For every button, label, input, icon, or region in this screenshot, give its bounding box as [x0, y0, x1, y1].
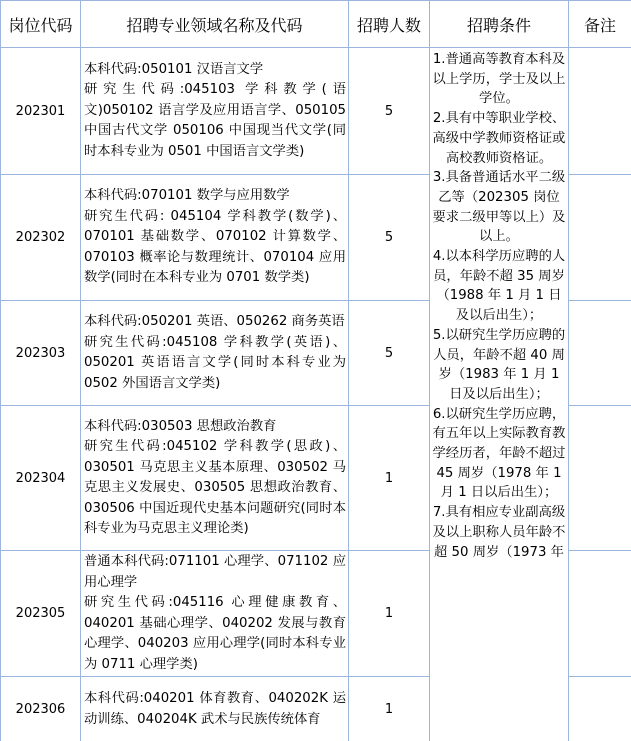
post-code-cell: 202303: [1, 301, 81, 406]
remarks-cell: [569, 677, 631, 741]
field-line: 本科代码:050201 英语、050262 商务英语: [84, 314, 345, 329]
headcount-cell: 1: [349, 551, 430, 677]
post-code-cell: 202302: [1, 175, 81, 301]
field-line: 研究生代码:045116 心理健康教育、040201 基础心理学、040202 发展与教育心理学、040203 应用心理学(同时本科专业为 0711 心理学类): [84, 595, 346, 672]
field-line: 研究生代码:045102 学科教学(思政)、030501 马克思主义基本原理、030502 马克思主义发展史、030505 思想政治教育、030506 中国近现代史基本问题研究(同时本科专业为马克思主义理论类): [84, 439, 346, 536]
conditions-list: [432, 50, 566, 730]
condition-item: 5.以研究生学历应聘的人员，年龄不超 40 周岁（1983 年 1 月 1 日及以后出生）；: [432, 327, 566, 402]
field-line: 本科代码:070101 数学与应用数学: [84, 188, 290, 204]
headcount-cell: 5: [349, 175, 430, 301]
condition-item: 3.具备普通话水平二级乙等（202305 岗位要求二级甲等以上）及以上。: [432, 170, 566, 245]
post-code-cell: 202304: [1, 406, 81, 551]
field-line: 研究生代码: 045104 学科教学(数学)、070101 基础数学、070102 计算数学、070103 概率论与数理统计、070104 应用数学(同时在本科专业为 0701 数学类): [84, 208, 346, 286]
field-cell: [81, 175, 349, 301]
header-field-name: 招聘专业领域名称及代码: [81, 1, 349, 48]
field-cell: [81, 48, 349, 175]
field-line: 研究生代码:045108 学科教学(英语)、050201 英语语言文学(同时本科专业为 0502 外国语言文学类): [84, 334, 346, 391]
headcount-cell: 1: [349, 406, 430, 551]
condition-item: 4.以本科学历应聘的人员，年龄不超 35 周岁（1988 年 1 月 1 日及以后出生）；: [432, 249, 566, 324]
field-line: 本科代码:040201 体育教育、040202K 运动训练、040204K 武术与民族传统体育: [84, 691, 346, 727]
table-header-row: [1, 1, 631, 48]
headcount-cell: 1: [349, 677, 430, 741]
field-line: 普通本科代码:071101 心理学、071102 应用心理学: [84, 554, 346, 590]
table-row: [1, 48, 631, 175]
field-cell: [81, 406, 349, 551]
field-line: 研究生代码:045103 学科教学(语文)050102 语言学及应用语言学、050105 中国古代文学 050106 中国现当代文学(同时本科专业为 0501 中国语言文学类): [84, 82, 346, 159]
condition-item: 7.具有相应专业副高级及以上职称人员年龄不超 50 周岁（1973 年: [432, 505, 566, 560]
field-line: 本科代码:050101 汉语言文学: [84, 61, 264, 77]
remarks-cell: [569, 48, 631, 175]
headcount-cell: 5: [349, 48, 430, 175]
remarks-cell: [569, 406, 631, 551]
header-conditions: 招聘条件: [430, 1, 569, 48]
conditions-cell: [430, 48, 569, 741]
field-cell: [81, 301, 349, 406]
remarks-cell: [569, 551, 631, 677]
condition-item: 1.普通高等教育本科及以上学历，学士及以上学位。: [432, 52, 566, 107]
post-code-cell: 202301: [1, 48, 81, 175]
post-code-cell: 202305: [1, 551, 81, 677]
headcount-cell: 5: [349, 301, 430, 406]
condition-item: 2.具有中等职业学校、高级中学教师资格证或高校教师资格证。: [432, 111, 566, 166]
field-cell: [81, 677, 349, 741]
field-line: 本科代码:030503 思想政治教育: [84, 418, 277, 434]
header-headcount: 招聘人数: [349, 1, 430, 48]
condition-item: 6.以研究生学历应聘，有五年以上实际教育教学经历者，年龄不超过 45 周岁（1978 年 1 月 1 日以后出生）；: [432, 406, 566, 501]
field-cell: [81, 551, 349, 677]
remarks-cell: [569, 175, 631, 301]
post-code-cell: 202306: [1, 677, 81, 741]
header-post-code: 岗位代码: [1, 1, 81, 48]
header-remarks: 备注: [569, 1, 631, 48]
remarks-cell: [569, 301, 631, 406]
